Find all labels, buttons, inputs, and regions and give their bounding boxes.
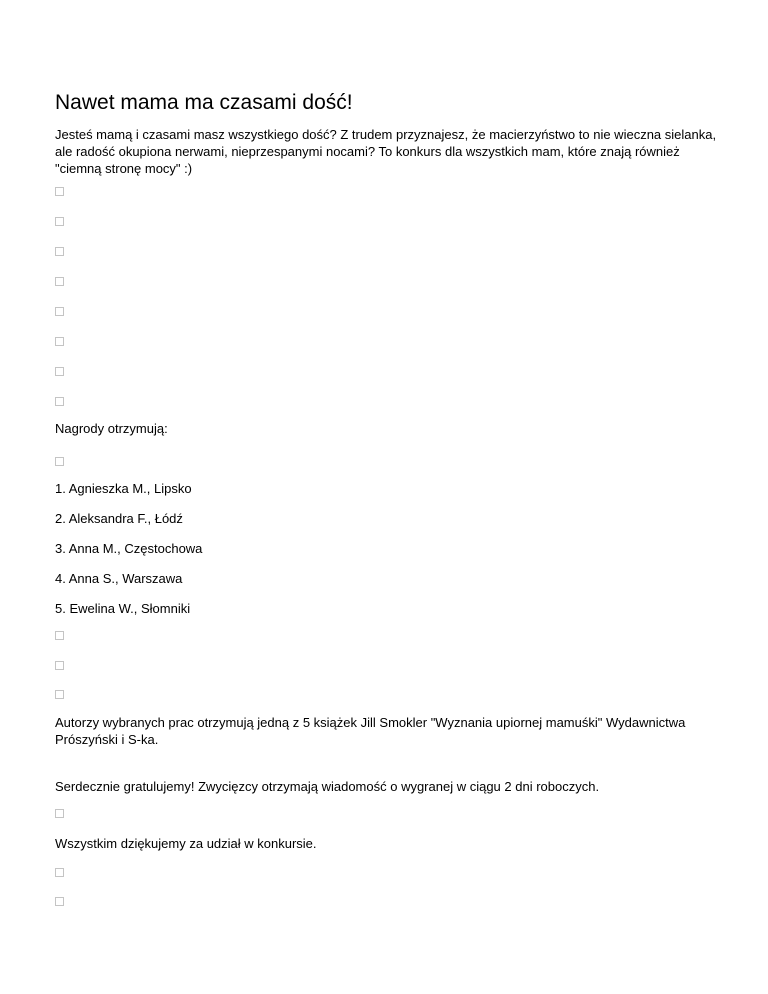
- winner-item: 2. Aleksandra F., Łódź: [55, 511, 183, 526]
- page-title: Nawet mama ma czasami dość!: [55, 91, 353, 114]
- prizes-heading: Nagrody otrzymują:: [55, 421, 168, 436]
- image-placeholder-icon: [55, 307, 64, 316]
- image-placeholder-icon: [55, 337, 64, 346]
- image-placeholder-icon: [55, 897, 64, 906]
- image-placeholder-icon: [55, 247, 64, 256]
- image-placeholder-icon: [55, 217, 64, 226]
- image-placeholder-icon: [55, 661, 64, 670]
- intro-paragraph: Jesteś mamą i czasami masz wszystkiego dość? Z trudem przyznajesz, że macierzyństwo to nie wieczna sielanka, ale radość okupiona nerwami, nieprzespanymi nocami? To konkurs dla wszystkich mam, które znają również "ciemną stronę mocy" :): [55, 127, 717, 176]
- winner-item: 3. Anna M., Częstochowa: [55, 541, 203, 556]
- winner-item: 1. Agnieszka M., Lipsko: [55, 481, 192, 496]
- image-placeholder-icon: [55, 690, 64, 699]
- image-placeholder-icon: [55, 457, 64, 466]
- image-placeholder-icon: [55, 277, 64, 286]
- image-placeholder-icon: [55, 631, 64, 640]
- winner-item: 4. Anna S., Warszawa: [55, 571, 183, 586]
- authors-note: Autorzy wybranych prac otrzymują jedną z 5 książek Jill Smokler "Wyznania upiornej mamuśki" Wydawnictwa Prószyński i S-ka.: [55, 715, 686, 747]
- image-placeholder-icon: [55, 397, 64, 406]
- image-placeholder-icon: [55, 367, 64, 376]
- winner-item: 5. Ewelina W., Słomniki: [55, 601, 191, 616]
- image-placeholder-icon: [55, 868, 64, 877]
- image-placeholder-icon: [55, 187, 64, 196]
- thanks-text: Wszystkim dziękujemy za udział w konkursie.: [55, 836, 317, 851]
- congrats-text: Serdecznie gratulujemy! Zwycięzcy otrzymają wiadomość o wygranej w ciągu 2 dni roboczych.: [55, 779, 600, 794]
- image-placeholder-icon: [55, 809, 64, 818]
